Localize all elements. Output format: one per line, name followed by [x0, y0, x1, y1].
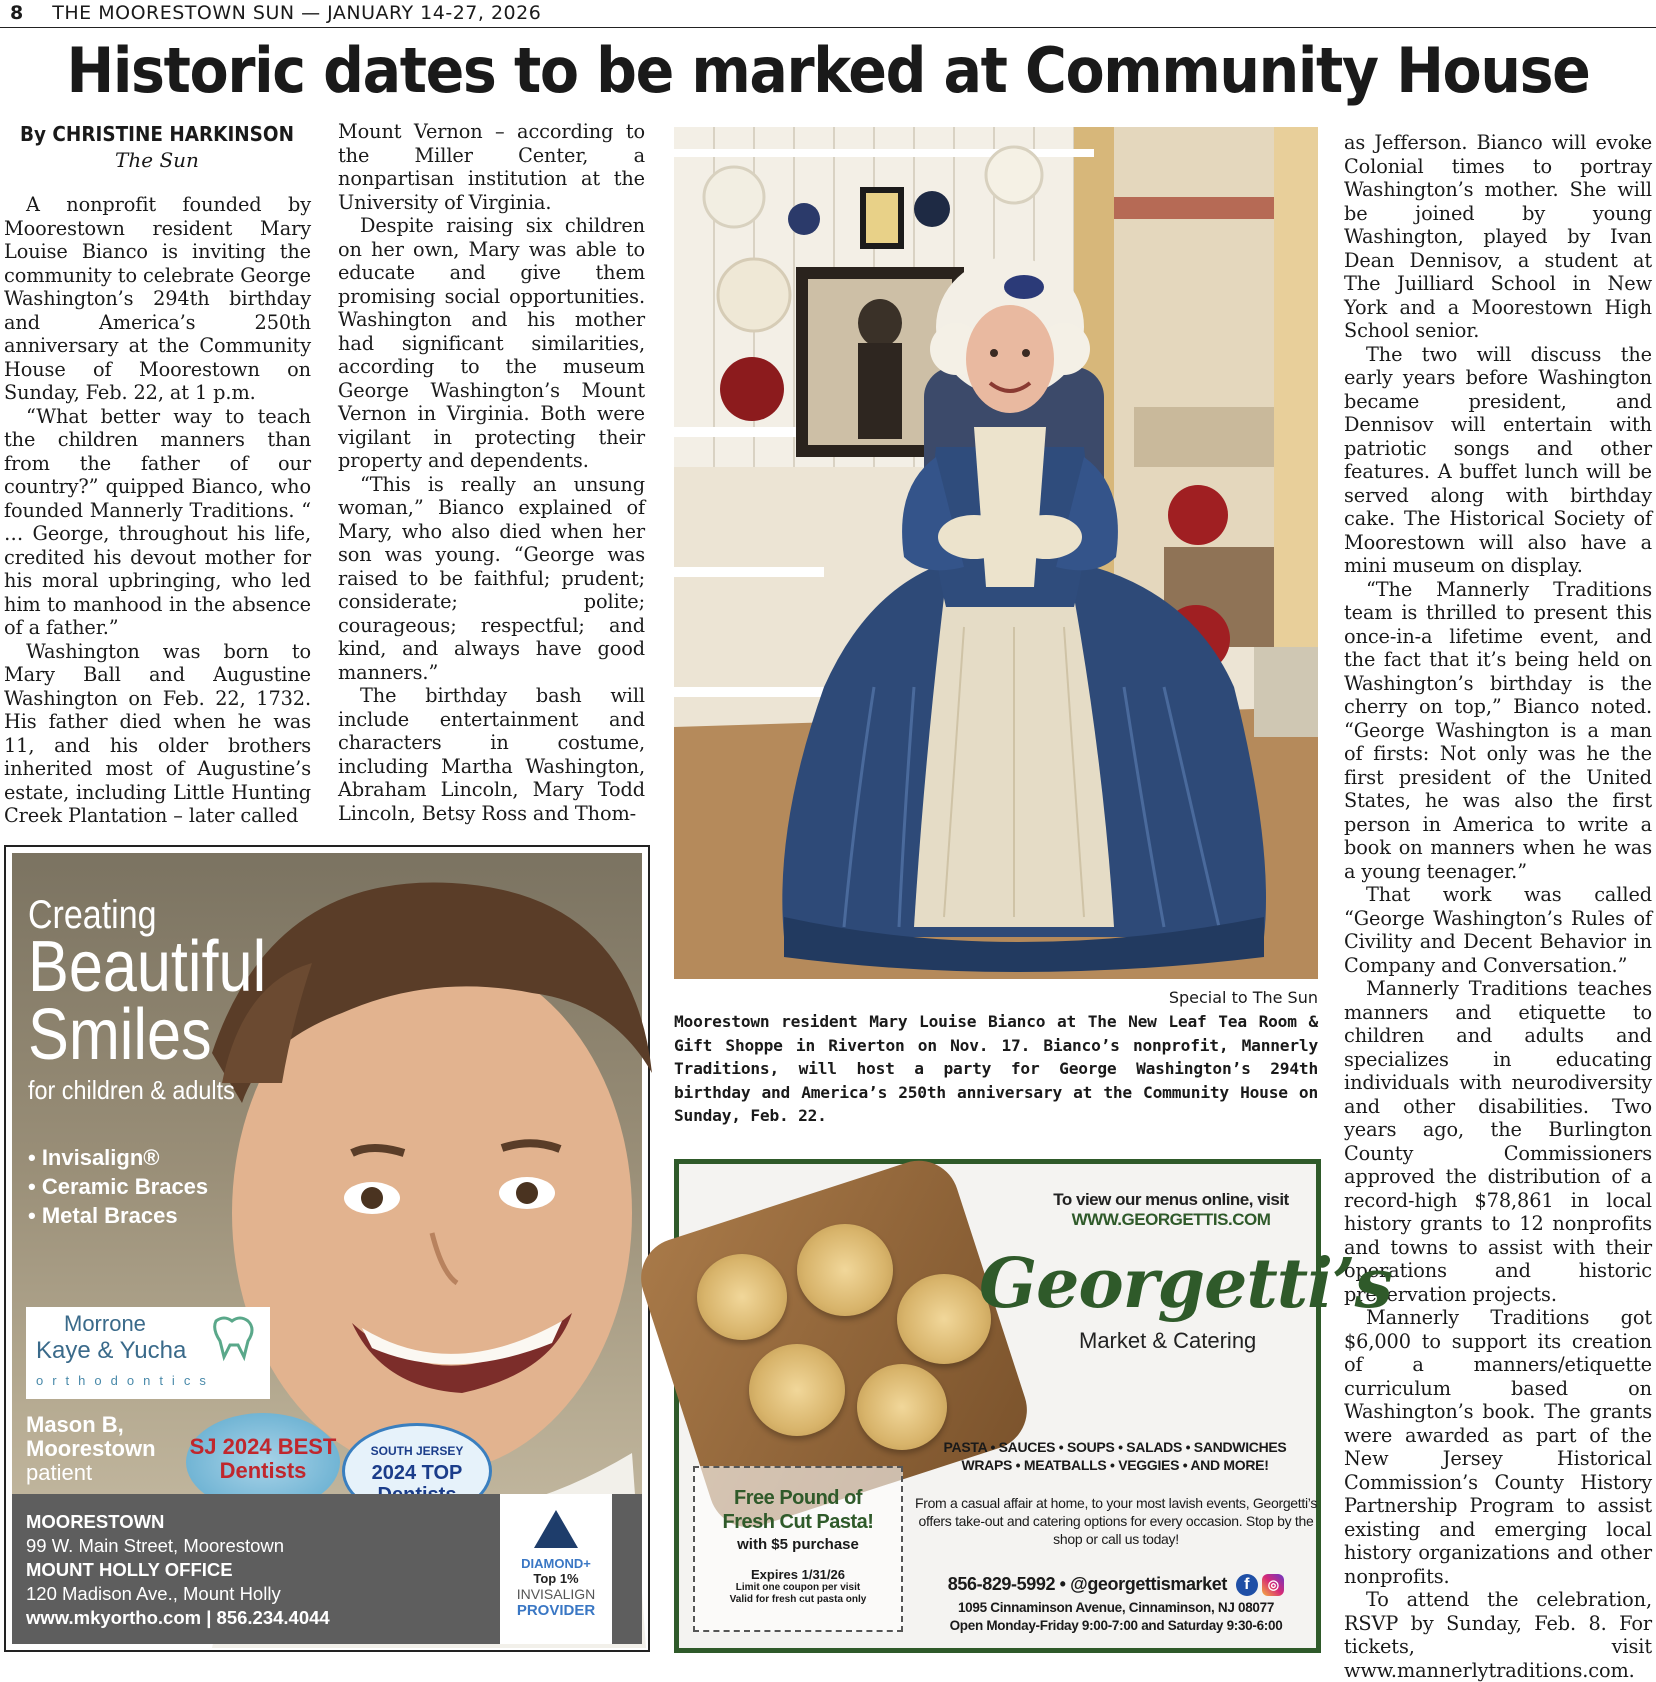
patient-name: Mason B, [26, 1412, 124, 1437]
paragraph: “The Mannerly Traditions team is thrilled to present this once-in-a lifetime event, and the fact that it’s being held on Washington’s birthday is the cherry on top,” Bianco noted. “George Washington is a man of firsts: Not only was he the first president of the United States, he was also the first person in America to write a book on manners when he was a young teenager.” [1344, 577, 1652, 883]
paragraph: That work was called “George Washington’s Rules of Civility and Decent Behavior in Company and Conversation.” [1344, 883, 1652, 977]
pasta-coupon [693, 1466, 903, 1632]
pasta-nest [797, 1224, 893, 1316]
logo-tagline: orthodontics [36, 1373, 215, 1388]
page-number: 8 [10, 2, 24, 24]
coupon-offer-1: Free Pound of [734, 1487, 862, 1509]
office-addresses [26, 1510, 330, 1630]
phone-handle: 856-829-5992 • @georgettismarket [947, 1574, 1227, 1594]
coupon-condition: with $5 purchase [737, 1536, 859, 1553]
coupon-valid: Valid for fresh cut pasta only [729, 1594, 867, 1605]
office-2-name: MOUNT HOLLY OFFICE [26, 1559, 233, 1580]
menu-line: PASTA • SAUCES • SOUPS • SALADS • SANDWICHES [943, 1439, 1287, 1455]
morrone-kaye-yucha-logo [26, 1307, 270, 1399]
store-address: 1095 Cinnaminson Avenue, Cinnaminson, NJ 08077 [957, 1600, 1275, 1615]
provider-rank: Top 1% [533, 1571, 579, 1586]
phone-social [911, 1574, 1321, 1596]
triangle-logo-icon [534, 1510, 578, 1548]
article-photo [674, 127, 1318, 979]
georgettis-ad [674, 1159, 1392, 1653]
menu-line: WRAPS • MEATBALLS • VEGGIES • AND MORE! [961, 1457, 1269, 1473]
paragraph: Washington was born to Mary Ball and Augustine Washington on Feb. 22, 1732. His father died when he was 11, and his older brothers inherited most of Augustine’s estate, including Little Hunting Creek Plantation – later called [4, 639, 311, 827]
menu-items [909, 1438, 1321, 1474]
folio-line: THE MOORESTOWN SUN — JANUARY 14-27, 2026 [52, 2, 542, 24]
facebook-icon: f [1236, 1574, 1258, 1596]
website-phone: www.mkyortho.com | 856.234.4044 [26, 1607, 330, 1628]
paragraph: “This is really an unsung woman,” Bianco explained of Mary, who also died when her son was young. “George was raised to be faithful; prudent; considerate; polite; courageous; respectful; and kind, and always have good manners.” [338, 472, 645, 684]
ad-footer [12, 1494, 642, 1644]
paragraph: To attend the celebration, RSVP by Sunday, Feb. 8. For tickets, visit www.mannerlytraditions.com. [1344, 1588, 1652, 1682]
georgettis-subtitle: Market & Catering [1079, 1328, 1257, 1353]
paragraph: Mannerly Traditions teaches manners and etiquette to children and adults and specializes in educating individuals with neurodiversity and other disabilities. Two years ago, the Burlington County Commissioners approved the distribution of a record-high $78,861 in local history grants to 12 nonprofits and towns to assist with their operations and historic preservation projects. [1344, 977, 1652, 1306]
patient-credit [26, 1413, 156, 1485]
ad-headline-creating: Creating [28, 893, 157, 937]
paragraph: Mannerly Traditions got $6,000 to support its creation of a manners/etiquette curriculum based on Washington’s book. The grants were awarded as part of the New Jersey Historical Commission’s County History Partnership Program to assist existing and emerging local history organizations and other nonprofits. [1344, 1306, 1652, 1588]
article-headline: Historic dates to be marked at Community House [66, 34, 1590, 107]
ad-audience: for children & adults [28, 1075, 235, 1105]
georgettis-url: WWW.GEORGETTIS.COM [1071, 1210, 1271, 1229]
patient-label: patient [26, 1460, 93, 1485]
pasta-nest [697, 1254, 787, 1340]
service-item: • Metal Braces [28, 1203, 178, 1228]
provider-label: PROVIDER [516, 1602, 596, 1619]
photo-illustration [674, 127, 1318, 979]
invisalign-provider-badge [500, 1494, 612, 1644]
provider-brand: INVISALIGN [516, 1586, 596, 1602]
pasta-nest [749, 1344, 845, 1436]
logo-name-2: Kaye & Yucha [36, 1337, 187, 1364]
byline-outlet: The Sun [115, 148, 199, 172]
patient-town: Moorestown [26, 1436, 156, 1461]
coupon-offer-2: Fresh Cut Pasta! [722, 1511, 874, 1533]
store-hours: Open Monday-Friday 9:00-7:00 and Saturday 9:30-6:00 [949, 1618, 1283, 1633]
office-2-address: 120 Madison Ave., Mount Holly [26, 1583, 281, 1604]
paragraph: as Jefferson. Bianco will evoke Colonial times to portray Washington’s mother. She will be joined by young Washington, played by Ivan Dean Dennisov, a student at The Juilliard School in New York and a Moorestown High School senior. [1344, 131, 1652, 342]
badge-line: SOUTH JERSEY [370, 1444, 464, 1458]
ad-headline-smiles: Smiles [28, 995, 212, 1075]
paragraph: Despite raising six children on her own, Mary was able to educate and give them promising social opportunities. Washington and his mother had significant similarities, according to the museum George Washington’s Mount Vernon in Virginia. Both were vigilant in protecting their property and dependents. [338, 214, 645, 472]
ad-headline-beautiful: Beautiful [28, 927, 267, 1007]
georgettis-logo: Georgetti’s [979, 1244, 1392, 1324]
tooth-icon [212, 1315, 262, 1359]
office-1-address: 99 W. Main Street, Moorestown [26, 1535, 285, 1556]
service-item: • Invisalign® [28, 1145, 160, 1170]
paragraph: “What better way to teach the children manners than from the father of our country?” quipped Bianco, who founded Mannerly Traditions. “ … George, throughout his life, credited his devout mother for his moral upbringing, who led him to manhood in the absence of a father.” [4, 404, 311, 639]
article-column-4 [1344, 131, 1652, 1682]
article-column-2 [338, 120, 645, 825]
provider-tier: DIAMOND+ [521, 1556, 591, 1571]
logo-name-1: Morrone [64, 1311, 146, 1336]
catering-blurb: From a casual affair at home, to your most lavish events, Georgetti’s offers take-out and catering options for every occasion. Stop by the shop or call us today! [914, 1495, 1318, 1547]
services-list [28, 1143, 208, 1230]
article-column-1 [4, 193, 311, 828]
instagram-icon: ◎ [1262, 1574, 1284, 1596]
pasta-nest [897, 1274, 991, 1364]
office-1-name: MOORESTOWN [26, 1511, 165, 1532]
paragraph: The birthday bash will include entertainment and characters in costume, including Martha Washington, Abraham Lincoln, Mary Todd Lincoln, Betsy Ross and Thom- [338, 684, 645, 825]
page-folio [0, 0, 1656, 28]
paragraph: Mount Vernon – according to the Miller Center, a nonpartisan institution at the University of Virginia. [338, 120, 645, 214]
orthodontics-ad [4, 845, 650, 1652]
photo-caption: Moorestown resident Mary Louise Bianco at The New Leaf Tea Room & Gift Shoppe in Riverton on Nov. 17. Bianco’s nonprofit, Mannerly Traditions, will host a party for George Washington’s 294th birthday and America’s 250th anniversary at the Community House on Sunday, Feb. 22. [674, 1012, 1318, 1125]
service-item: • Ceramic Braces [28, 1174, 209, 1199]
badge-line: 2024 TOP [371, 1462, 463, 1484]
badge-line: SJ 2024 BEST [189, 1434, 337, 1459]
coupon-expires: Expires 1/31/26 [751, 1567, 845, 1582]
byline [4, 122, 310, 172]
paragraph: The two will discuss the early years before Washington became president, and Dennisov will entertain with patriotic songs and other features. A buffet lunch will be served along with birthday cake. The Historical Society of Moorestown will also have a mini museum on display. [1344, 342, 1652, 577]
ad-headline-beautiful-smiles [28, 927, 267, 1075]
paragraph: A nonprofit founded by Moorestown resident Mary Louise Bianco is inviting the community to celebrate George Washington’s 294th birthday and America’s 250th anniversary at the Community House of Moorestown on Sunday, Feb. 22, at 1 p.m. [4, 193, 311, 404]
photo-credit: Special to The Sun [1168, 988, 1318, 1007]
byline-author: By CHRISTINE HARKINSON [20, 122, 294, 146]
badge-line: Dentists [219, 1458, 307, 1483]
coupon-limit: Limit one coupon per visit [735, 1582, 861, 1593]
menu-online-text: To view our menus online, visit [1053, 1190, 1289, 1209]
